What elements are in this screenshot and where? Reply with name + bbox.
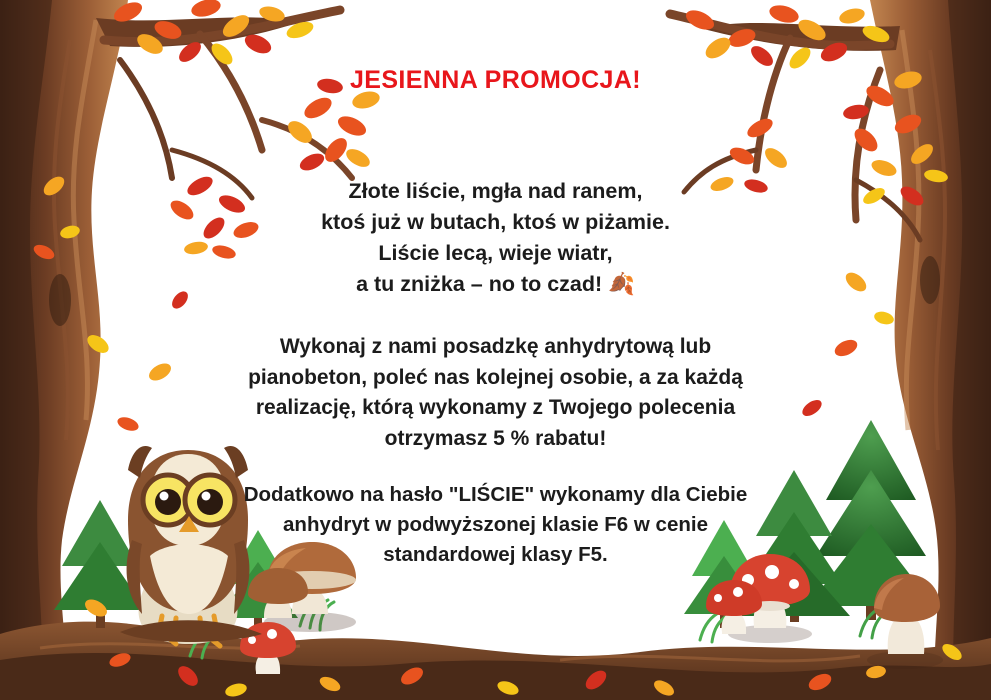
page-title: JESIENNA PROMOCJA! (349, 66, 642, 94)
bonus-offer-description: Dodatkowo na hasło "LIŚCIE" wykonamy dla Ciebie anhydryt w podwyższonej klasie F6 w cenie standardowej klasy F5. (243, 483, 748, 566)
poem-stanza: Złote liście, mgła nad ranem, ktoś już w butach, ktoś w piżamie. Liście lecą, wieje wiatr, a tu zniżka – no to czad! 🍂 (321, 179, 670, 296)
offer-description: Wykonaj z nami posadzkę anhydrytową lub pianobeton, poleć nas kolejnej osobie, a za każdą realizację, którą wykonamy z Twojego polecenia otrzymasz 5 % rabatu! (248, 335, 743, 450)
